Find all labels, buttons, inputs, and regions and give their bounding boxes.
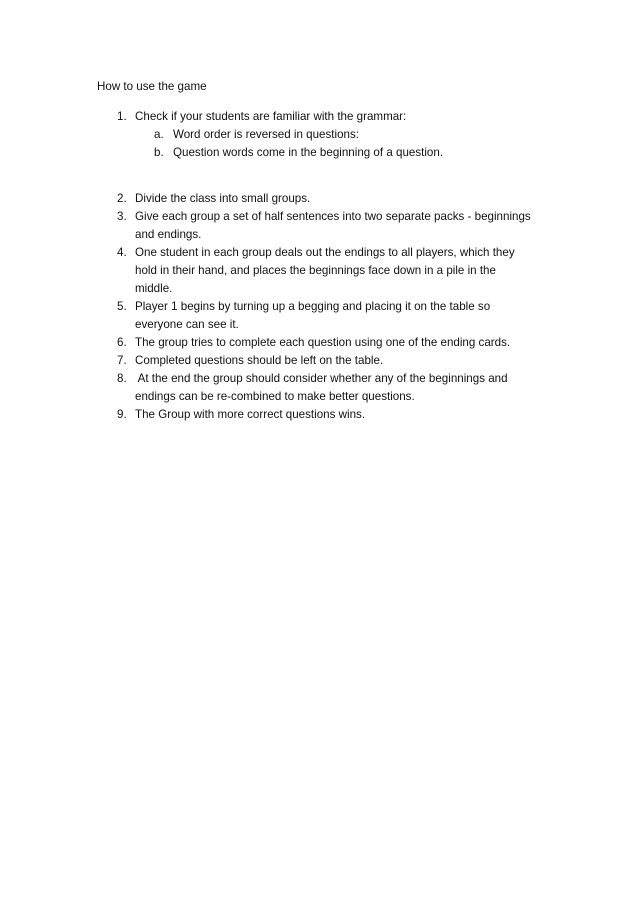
step-line: Player 1 begins by turning up a begging and placing it on the table so	[135, 300, 491, 313]
step-text	[135, 406, 555, 424]
step-number: 1.	[117, 110, 127, 123]
step-text	[135, 370, 555, 406]
step-line: One student in each group deals out the endings to all players, which they	[135, 246, 515, 259]
step-number: 8.	[117, 372, 127, 385]
step-line: Completed questions should be left on the table.	[135, 354, 384, 367]
substep-text: Word order is reversed in questions:	[173, 128, 360, 141]
step-text	[135, 108, 555, 126]
step-number: 5.	[117, 300, 127, 313]
step-line: and endings.	[135, 228, 202, 241]
step-line: The group tries to complete each question using one of the ending cards.	[135, 336, 511, 349]
substep-letter: b.	[154, 146, 164, 159]
step-text	[135, 298, 555, 334]
step-line: middle.	[135, 282, 173, 295]
step-line: Divide the class into small groups.	[135, 192, 311, 205]
step-line: Give each group a set of half sentences into two separate packs - beginnings	[135, 210, 531, 223]
step-text	[135, 208, 555, 244]
step-number: 6.	[117, 336, 127, 349]
step-line: The Group with more correct questions wins.	[135, 408, 366, 421]
step-text	[135, 352, 555, 370]
step-text	[135, 244, 555, 298]
step-text	[135, 334, 555, 352]
step-line: Check if your students are familiar with the grammar:	[135, 110, 407, 123]
step-number: 7.	[117, 354, 127, 367]
step-line: hold in their hand, and places the beginnings face down in a pile in the	[135, 264, 496, 277]
step-number: 4.	[117, 246, 127, 259]
document-title: How to use the game	[97, 80, 207, 93]
step-number: 2.	[117, 192, 127, 205]
substep-text: Question words come in the beginning of a question.	[173, 146, 444, 159]
step-number: 3.	[117, 210, 127, 223]
step-number: 9.	[117, 408, 127, 421]
step-line: endings can be re-combined to make better questions.	[135, 390, 415, 403]
substep-letter: a.	[154, 128, 164, 141]
step-text	[135, 190, 555, 208]
step-line: everyone can see it.	[135, 318, 239, 331]
step-line: At the end the group should consider whether any of the beginnings and	[135, 372, 508, 385]
